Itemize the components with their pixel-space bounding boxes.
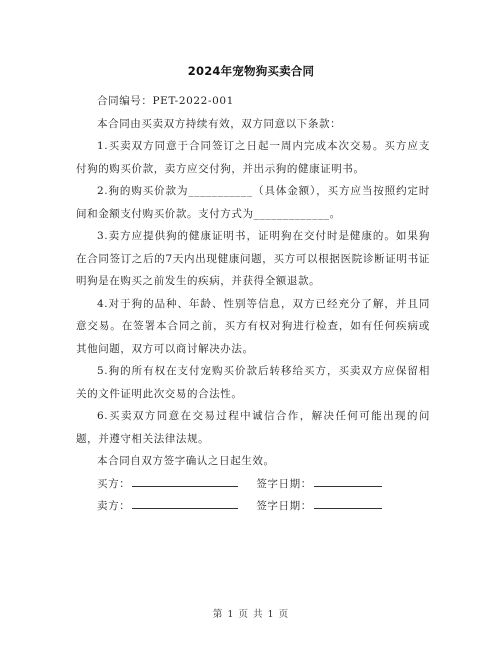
page-footer: 第 1 页 共 1 页 (212, 609, 290, 620)
seller-label: 卖方： (97, 500, 131, 512)
clause-3: 3.卖方应提供狗的健康证明书，证明狗在交付时是健康的。如果狗在合同签订之后的7天内出现健康问题，买方可以根据医院诊断证明书证明狗是在购买之前发生的疾病，并获得全额退款。 (76, 230, 430, 287)
seller-signature-line[interactable] (132, 496, 238, 509)
buyer-signature-line[interactable] (132, 474, 238, 487)
buyer-date-line[interactable] (314, 474, 382, 487)
document-title: 2024年宠物狗买卖合同 (187, 64, 315, 78)
buyer-signature-row (76, 473, 430, 496)
clause-5: 5.狗的所有权在支付宠购买价款后转移给买方，买卖双方应保留相关的文件证明此次交易的合法性。 (76, 365, 430, 400)
seller-date-line[interactable] (314, 496, 382, 509)
effective-clause: 本合同自双方签字确认之日起生效。 (97, 455, 275, 467)
clause-1: 1.买卖双方同意于合同签订之日起一周内完成本次交易。买方应支付狗的购买价款，卖方应交付狗，并出示狗的健康证明书。 (76, 140, 430, 175)
contract-number: 合同编号：PET-2022-001 (97, 95, 234, 107)
seller-date-label: 签字日期： (256, 500, 312, 512)
seller-signature-row (76, 495, 430, 518)
clause-2: 2.狗的购买价款为___________（具体金额），买方应当按照约定时间和金额支付购买价款。支付方式为_____________。 (76, 185, 430, 220)
clause-4: 4.对于狗的品种、年龄、性别等信息，双方已经充分了解，并且同意交易。在签署本合同之前，买方有权对狗进行检查，如有任何疾病或其他问题，双方可以商讨解决办法。 (76, 297, 430, 355)
contract-body (76, 90, 430, 518)
clause-6: 6.买卖双方同意在交易过程中诚信合作，解决任何可能出现的问题，并遵守相关法律法规。 (76, 410, 430, 445)
buyer-date-label: 签字日期： (256, 477, 312, 490)
buyer-label: 买方： (97, 477, 131, 490)
contract-intro: 本合同由买卖双方持续有效，双方同意以下条款： (97, 117, 342, 130)
